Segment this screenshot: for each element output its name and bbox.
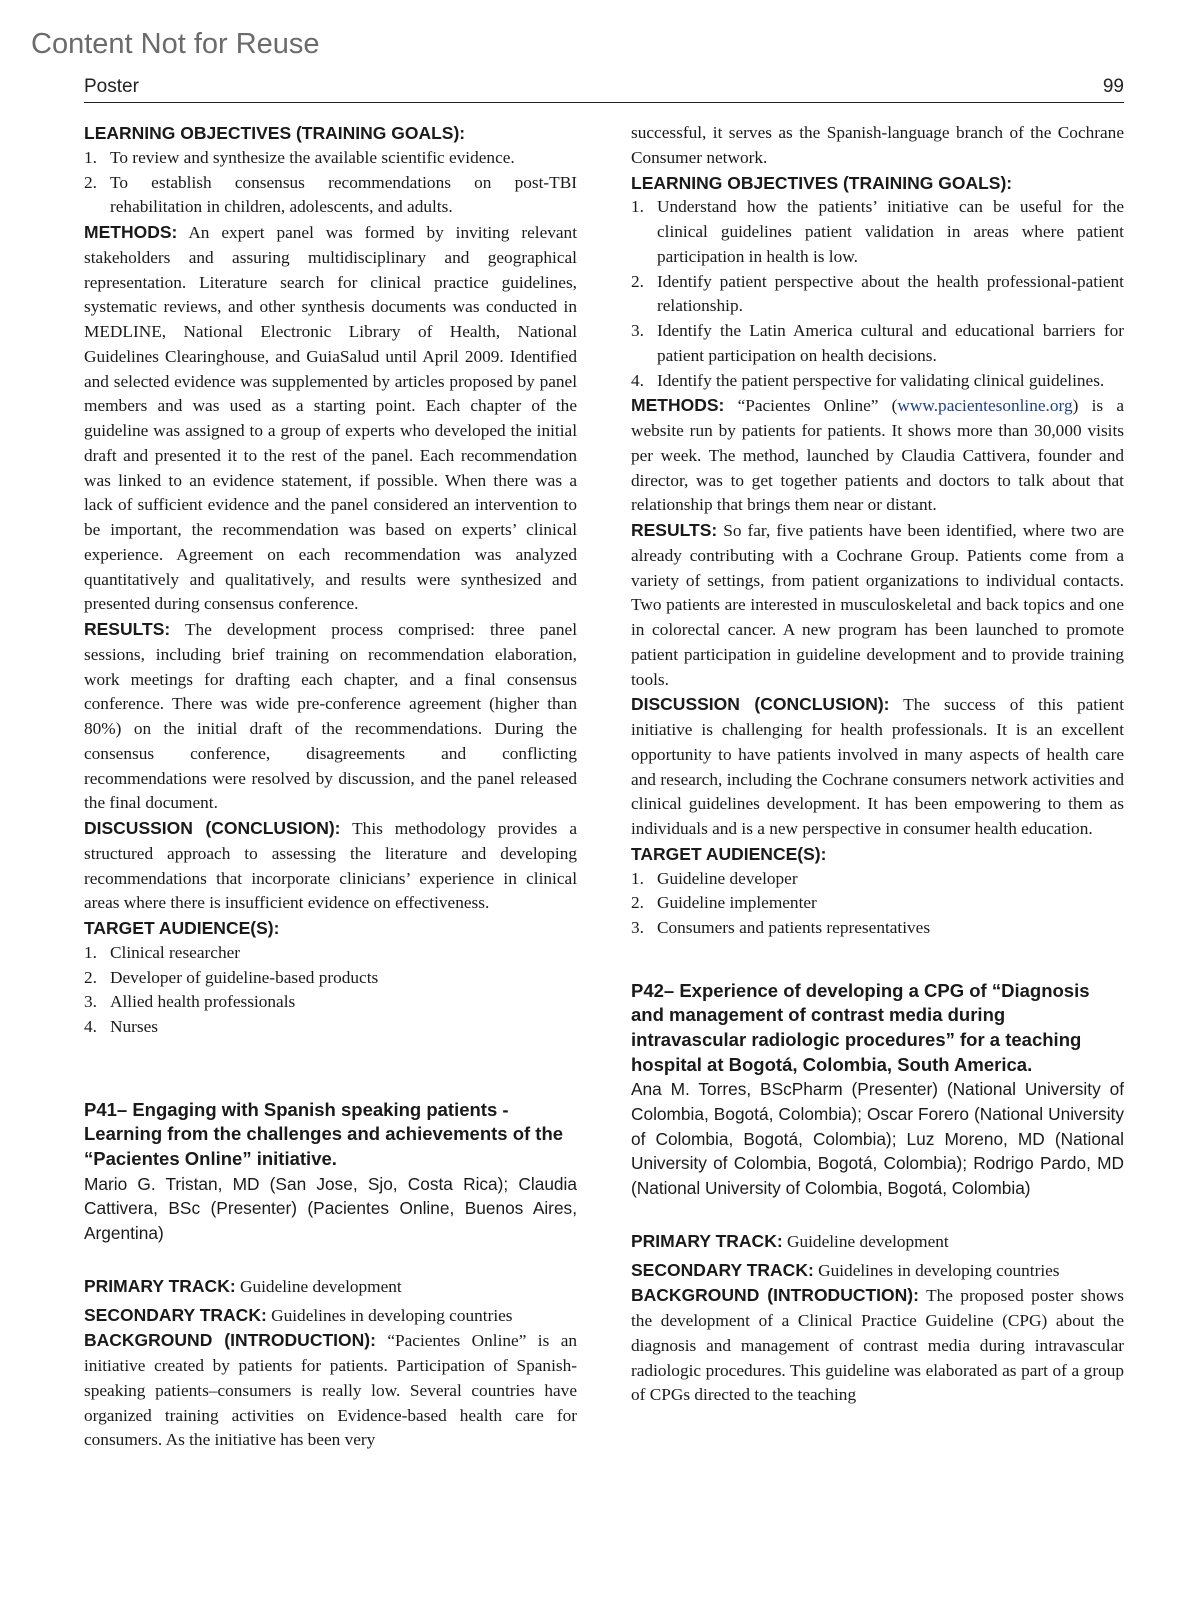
- discussion-label: DISCUSSION (CONCLUSION):: [84, 818, 341, 838]
- list-item: 1. Understand how the patients’ initiative can be useful for the clinical guidelines patient validation in areas where patient participation in health is low.: [631, 197, 1124, 266]
- list-item: 3. Identify the Latin America cultural and educational barriers for patient participation on health decisions.: [631, 321, 1124, 365]
- list-item: 1. Clinical researcher: [84, 942, 241, 962]
- list-item: 1. Guideline developer: [631, 868, 798, 888]
- results-paragraph: RESULTS: So far, five patients have been identified, where two are already contributing with a Cochrane Group. Patients come from a variety of settings, from patient organizations to individual contacts. Two patients are interested in musculoskeletal and back topics and one in colorectal cancer. A new program has been launched to promote patient participation in guideline development and to provide training tools.: [631, 520, 1124, 689]
- learning-objectives-list: [84, 146, 577, 220]
- background-paragraph: BACKGROUND (INTRODUCTION): The proposed poster shows the development of a Clinical Practice Guideline (CPG) about the diagnosis and management of contrast media during intravascular radiologic procedures. This guideline was elaborated as part of a group of CPGs directed to the teaching: [631, 1285, 1124, 1405]
- list-item: 1. To review and synthesize the available scientific evidence.: [84, 147, 515, 167]
- results-label: RESULTS:: [84, 619, 171, 639]
- discussion-label: DISCUSSION (CONCLUSION):: [631, 694, 890, 715]
- list-item: 3. Allied health professionals: [84, 992, 296, 1012]
- primary-track: PRIMARY TRACK: Guideline development: [631, 1230, 949, 1251]
- website-link[interactable]: www.pacientesonline.org: [897, 396, 1073, 416]
- p41-authors: Mario G. Tristan, MD (San Jose, Sjo, Costa Rica); Claudia Cattivera, BSc (Presenter) (Pacientes Online, Buenos Aires, Argentina): [84, 1173, 577, 1244]
- primary-track: PRIMARY TRACK: Guideline development: [84, 1275, 402, 1296]
- section-name: Poster: [84, 76, 139, 97]
- right-column: [631, 121, 1124, 1408]
- background-paragraph: BACKGROUND (INTRODUCTION): “Pacientes Online” is an initiative created by patients for patients. Participation of Spanish-speaking patients–consumers is really low. Several countries have organized training activities on Evidence-based health care for consumers. As the initiative has been very: [84, 1330, 578, 1450]
- target-audience-list: [84, 941, 577, 1040]
- methods-label: METHODS:: [84, 222, 178, 242]
- target-audience-heading: TARGET AUDIENCE(S):: [631, 843, 827, 864]
- target-audience-heading: TARGET AUDIENCE(S):: [84, 918, 280, 938]
- list-item: 2. Guideline implementer: [631, 893, 817, 913]
- continued-paragraph: successful, it serves as the Spanish-language branch of the Cochrane Consumer network.: [631, 123, 1124, 167]
- methods-label: METHODS:: [631, 395, 725, 416]
- list-item: 2. To establish consensus recommendations on post-TBI rehabilitation in children, adolescents, and adults.: [84, 172, 577, 217]
- secondary-track: SECONDARY TRACK: Guidelines in developing countries: [631, 1259, 1060, 1280]
- list-item: 4. Identify the patient perspective for validating clinical guidelines.: [631, 370, 1105, 390]
- results-label: RESULTS:: [631, 520, 718, 540]
- methods-paragraph: METHODS: “Pacientes Online” (www.pacientesonline.org) is a website run by patients for patients. It shows more than 30,000 visits per week. The method, launched by Claudia Cattivera, founder and director, was to get together patients and doctors to talk about that relationship that brings them near or distant.: [631, 395, 1125, 515]
- discussion-paragraph: DISCUSSION (CONCLUSION): This methodology provides a structured approach to assessing the literature and developing recommendations that incorporate clinicians’ experience in clinical areas where there is insufficient evidence on effectiveness.: [84, 818, 578, 913]
- p42-title: P42– Experience of developing a CPG of “Diagnosis and management of contrast media during intravascular radiologic procedures” for a teaching hospital at Bogotá, Colombia, South America.: [631, 979, 1090, 1075]
- learning-objectives-list: [631, 195, 1124, 393]
- learning-objectives-heading: LEARNING OBJECTIVES (TRAINING GOALS):: [84, 123, 466, 143]
- p42-authors: Ana M. Torres, BScPharm (Presenter) (National University of Colombia, Bogotá, Colombia); Oscar Forero (National University of Colombia, Bogotá, Colombia); Luz Moreno, MD (National University of Colombia, Bogotá, Colombia); Rodrigo Pardo, MD (National University of Colombia, Bogotá, Colombia): [631, 1079, 1124, 1199]
- page-number: 99: [1102, 76, 1124, 97]
- list-item: 2. Identify patient perspective about the health professional-patient relationship.: [631, 271, 1124, 316]
- running-head: [84, 74, 1124, 103]
- learning-objectives-heading: LEARNING OBJECTIVES (TRAINING GOALS):: [631, 172, 1013, 193]
- secondary-track: SECONDARY TRACK: Guidelines in developing countries: [84, 1304, 513, 1325]
- list-item: 2. Developer of guideline-based products: [84, 967, 379, 987]
- p41-title: P41– Engaging with Spanish speaking patients - Learning from the challenges and achievements of the “Pacientes Online” initiative.: [84, 1098, 564, 1169]
- list-item: 3. Consumers and patients representatives: [631, 918, 931, 937]
- methods-paragraph: METHODS: An expert panel was formed by inviting relevant stakeholders and assuring multidisciplinary and geographical representation. Literature search for clinical practice guidelines, systematic reviews, and other synthesis documents was conducted in MEDLINE, National Electronic Library of Health, National Guidelines Clearinghouse, and GuiaSalud until April 2009. Identified and selected evidence was supplemented by articles proposed by panel members and was used as a starting point. Each chapter of the guideline was assigned to a group of experts who developed the initial draft and presented it to the rest of the panel. Each recommendation was linked to an evidence statement, if possible. When there was a lack of sufficient evidence and the panel considered an intervention to be important, the recommendation was based on experts’ clinical experience. Agreement on each recommendation was analyzed quantitatively and qualitatively, and results were synthesized and presented during consensus conference.: [84, 222, 577, 614]
- results-paragraph: RESULTS: The development process comprised: three panel sessions, including brief training on recommendation elaboration, work meetings for drafting each chapter, and a final consensus conference. There was wide pre-conference agreement (higher than 80%) on the initial draft of the recommendations. During the consensus conference, disagreements and conflicting recommendations were resolved by discussion, and the panel released the final document.: [84, 619, 577, 813]
- left-column: [84, 121, 577, 1453]
- target-audience-list: [631, 867, 1124, 941]
- list-item: 4. Nurses: [84, 1017, 158, 1036]
- watermark: Content Not for Reuse: [31, 28, 320, 60]
- discussion-paragraph: DISCUSSION (CONCLUSION): The success of this patient initiative is challenging for health professionals. It is an excellent opportunity to have patients involved in many aspects of health care and research, including the Cochrane consumers network activities and clinical guidelines development. It has been empowering to them as individuals and is a new perspective in consumer health education.: [631, 694, 1124, 838]
